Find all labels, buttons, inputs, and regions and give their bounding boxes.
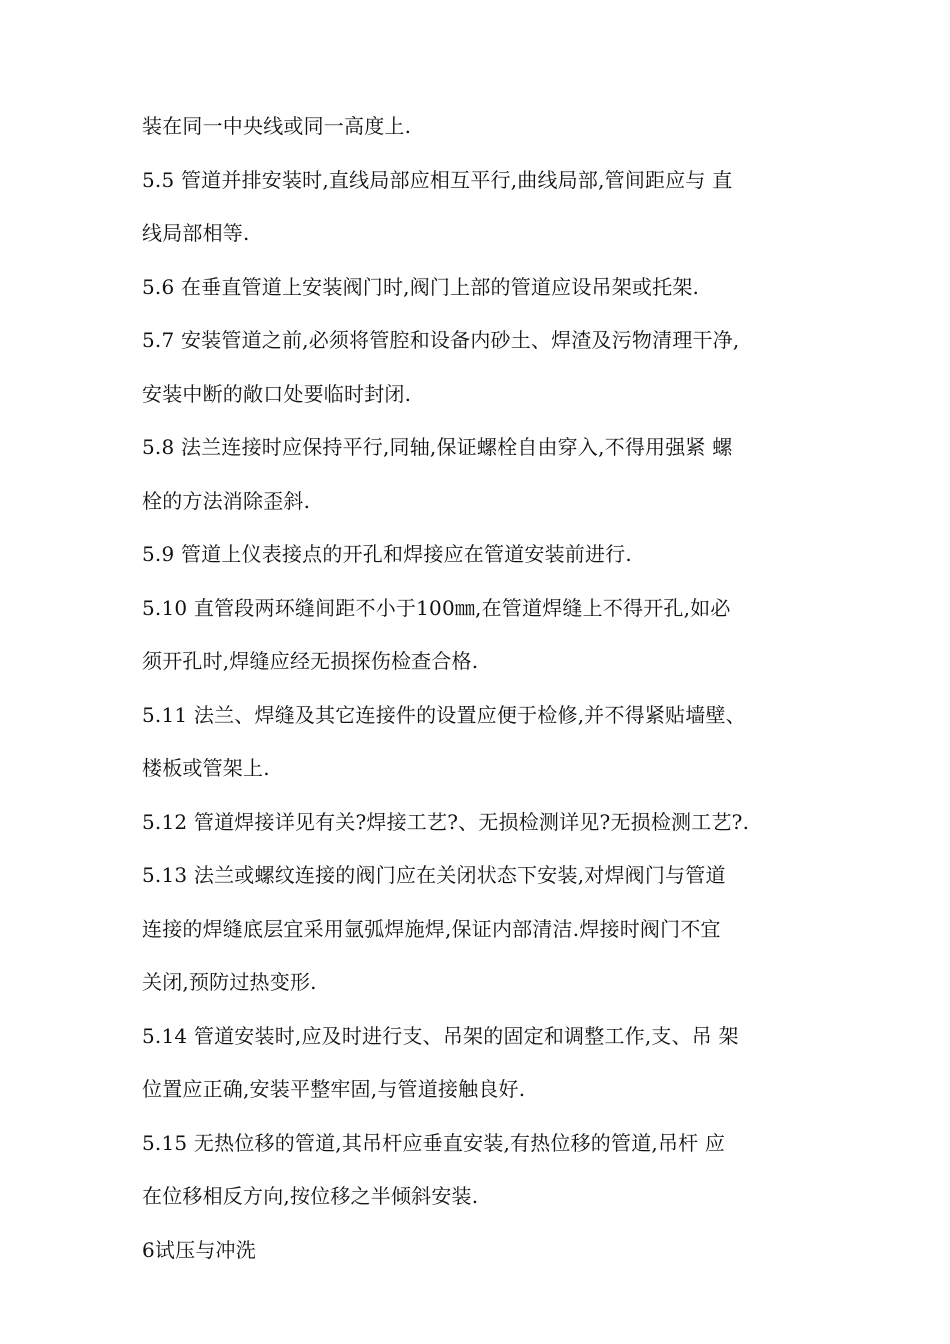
text-line: 栓的方法消除歪斜. bbox=[142, 489, 311, 513]
text-line: 位置应正确,安装平整牢固,与管道接触良好. bbox=[142, 1077, 526, 1101]
text-line: 在位移相反方向,按位移之半倾斜安装. bbox=[142, 1184, 479, 1208]
text-line: 5.11 法兰、焊缝及其它连接件的设置应便于检修,并不得紧贴墙壁、 bbox=[142, 703, 746, 727]
text-line: 须开孔时,焊缝应经无损探伤检查合格. bbox=[142, 649, 479, 673]
text-line: 线局部相等. bbox=[142, 221, 250, 245]
text-line: 楼板或管架上. bbox=[142, 756, 270, 780]
text-line: 5.12 管道焊接详见有关?焊接工艺?、无损检测详见?无损检测工艺?. bbox=[142, 810, 750, 834]
text-line: 5.6 在垂直管道上安装阀门时,阀门上部的管道应设吊架或托架. bbox=[142, 275, 700, 299]
text-line: 装在同一中央线或同一高度上. bbox=[142, 114, 412, 138]
text-line: 5.5 管道并排安装时,直线局部应相互平行,曲线局部,管间距应与 直 bbox=[142, 168, 733, 192]
section-heading: 6试压与冲洗 bbox=[142, 1238, 256, 1262]
text-line: 5.10 直管段两环缝间距不小于100㎜,在管道焊缝上不得开孔,如必 bbox=[142, 596, 731, 620]
text-line: 关闭,预防过热变形. bbox=[142, 970, 317, 994]
text-line: 5.8 法兰连接时应保持平行,同轴,保证螺栓自由穿入,不得用强紧 螺 bbox=[142, 435, 733, 459]
text-line: 5.7 安装管道之前,必须将管腔和设备内砂土、焊渣及污物清理干净, bbox=[142, 328, 740, 352]
text-line: 5.9 管道上仪表接点的开孔和焊接应在管道安装前进行. bbox=[142, 542, 632, 566]
text-line: 连接的焊缝底层宜采用氩弧焊施焊,保证内部清洁.焊接时阀门不宜 bbox=[142, 917, 721, 941]
text-line: 5.14 管道安装时,应及时进行支、吊架的固定和调整工作,支、吊 架 bbox=[142, 1024, 739, 1048]
text-line: 5.13 法兰或螺纹连接的阀门应在关闭状态下安装,对焊阀门与管道 bbox=[142, 863, 726, 887]
text-line: 安装中断的敞口处要临时封闭. bbox=[142, 382, 412, 406]
text-line: 5.15 无热位移的管道,其吊杆应垂直安装,有热位移的管道,吊杆 应 bbox=[142, 1131, 726, 1155]
